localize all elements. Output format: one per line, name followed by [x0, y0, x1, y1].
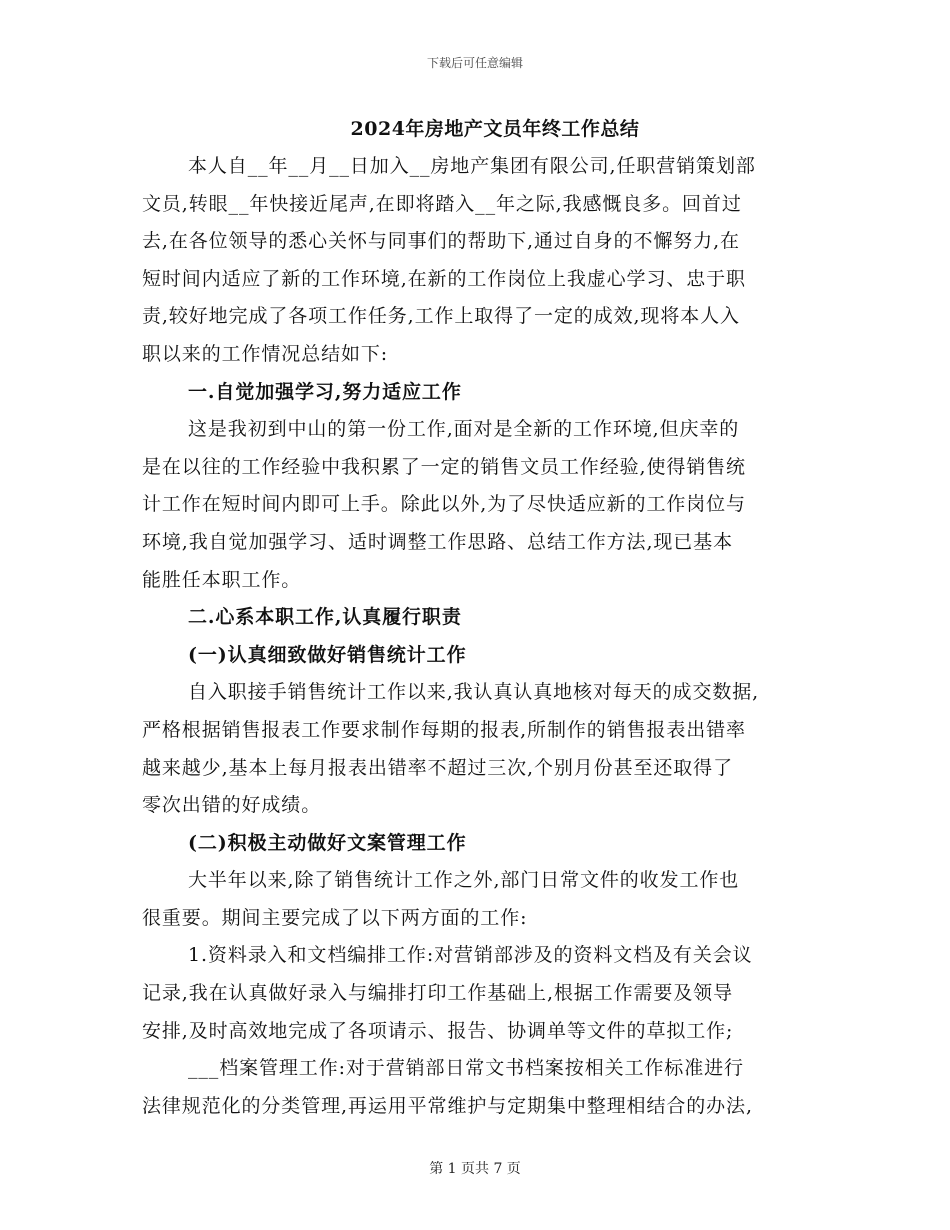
- page-footer: 第 1 页共 7 页: [429, 1161, 521, 1177]
- document-body: [142, 148, 814, 1125]
- body-text-line: 自入职接手销售统计工作以来,我认真认真地核对每天的成交数据,: [188, 681, 760, 704]
- body-text-line: 零次出错的好成绩。: [142, 794, 322, 817]
- body-text-line: 本人自__年__月__日加入__房地产集团有限公司,任职营销策划部: [188, 155, 756, 177]
- body-text-line: 安排,及时高效地完成了各项请示、报告、协调单等文件的草拟工作;: [142, 1019, 734, 1042]
- body-text-line: 严格根据销售报表工作要求制作每期的报表,所制作的销售报表出错率: [142, 718, 746, 741]
- body-text-line: 是在以往的工作经验中我积累了一定的销售文员工作经验,使得销售统: [142, 455, 746, 478]
- section-heading: 二.心系本职工作,认真履行职责: [188, 606, 462, 629]
- body-text-line: 1.资料录入和文档编排工作:对营销部涉及的资料文档及有关会议: [188, 944, 753, 967]
- document-title: 2024年房地产文员年终工作总结: [350, 118, 640, 140]
- body-text-line: 很重要。期间主要完成了以下两方面的工作:: [142, 906, 528, 929]
- body-text-line: 去,在各位领导的悉心关怀与同事们的帮助下,通过自身的不懈努力,在: [142, 230, 740, 253]
- body-text-line: 大半年以来,除了销售统计工作之外,部门日常文件的收发工作也: [188, 869, 740, 892]
- body-text-line: 环境,我自觉加强学习、适时调整工作思路、总结工作方法,现已基本: [142, 530, 733, 553]
- body-text-line: 文员,转眼__年快接近尾声,在即将踏入__年之际,我感慨良多。回首过: [142, 192, 742, 215]
- body-text-line: 职以来的工作情况总结如下:: [142, 342, 389, 365]
- body-text-line: 能胜任本职工作。: [142, 568, 302, 591]
- body-text-line: 这是我初到中山的第一份工作,面对是全新的工作环境,但庆幸的: [188, 418, 740, 441]
- body-text-line: 责,较好地完成了各项工作任务,工作上取得了一定的成效,现将本人入: [142, 305, 740, 328]
- section-heading: (一)认真细致做好销售统计工作: [188, 643, 467, 666]
- section-heading: (二)积极主动做好文案管理工作: [188, 831, 467, 854]
- body-text-line: 短时间内适应了新的工作环境,在新的工作岗位上我虚心学习、忠于职: [142, 267, 746, 290]
- body-text-line: 越来越少,基本上每月报表出错率不超过三次,个别月份甚至还取得了: [142, 756, 733, 779]
- page-header: 下载后可任意编辑: [426, 56, 523, 70]
- body-text-line: ___档案管理工作:对于营销部日常文书档案按相关工作标准进行: [188, 1057, 744, 1080]
- section-heading: 一.自觉加强学习,努力适应工作: [188, 380, 462, 403]
- body-text-line: 法律规范化的分类管理,再运用平常维护与定期集中整理相结合的办法,: [142, 1094, 753, 1117]
- body-text-line: 记录,我在认真做好录入与编排打印工作基础上,根据工作需要及领导: [142, 982, 733, 1005]
- body-text-line: 计工作在短时间内即可上手。除此以外,为了尽快适应新的工作岗位与: [142, 493, 746, 516]
